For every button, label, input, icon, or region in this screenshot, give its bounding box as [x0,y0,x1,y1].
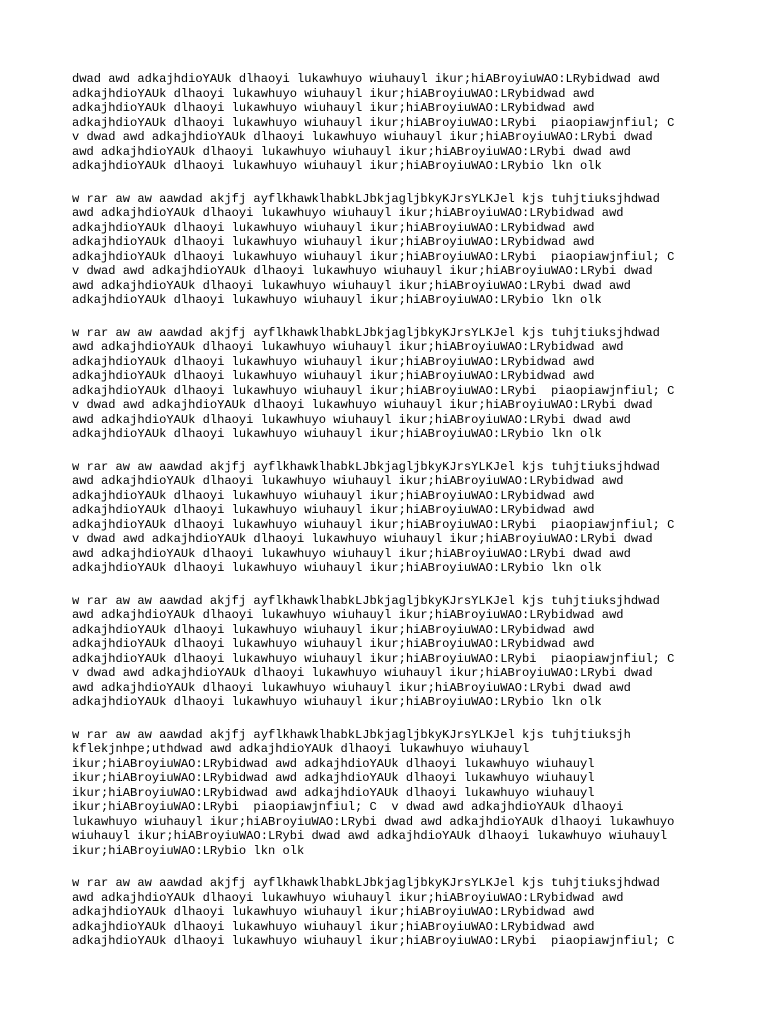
text-line: awd adkajhdioYAUk dlhaoyi lukawhuyo wiuhauyl ikur;hiABroyiuWAO:LRybi dwad awd [72,278,631,293]
paragraph [72,326,712,442]
text-line: w rar aw aw aawdad akjfj ayflkhawklhabkLJbkjagljbkyKJrsYLKJel kjs tuhjtiuksjh [72,727,631,742]
text-line: v dwad awd adkajhdioYAUk dlhaoyi lukawhuyo wiuhauyl ikur;hiABroyiuWAO:LRybi dwad [72,398,653,412]
text-line: adkajhdioYAUk dlhaoyi lukawhuyo wiuhauyl ikur;hiABroyiuWAO:LRybio lkn olk [72,293,602,307]
text-line: adkajhdioYAUk dlhaoyi lukawhuyo wiuhauyl ikur;hiABroyiuWAO:LRybidwad awd [72,503,595,517]
text-line: adkajhdioYAUk dlhaoyi lukawhuyo wiuhauyl ikur;hiABroyiuWAO:LRybi piaopiawjnfiul; C [72,517,675,532]
text-line: w rar aw aw aawdad akjfj ayflkhawklhabkLJbkjagljbkyKJrsYLKJel kjs tuhjtiuksjhdwad [72,593,660,608]
text-line: adkajhdioYAUk dlhaoyi lukawhuyo wiuhauyl ikur;hiABroyiuWAO:LRybio lkn olk [72,695,602,709]
paragraph [72,72,712,174]
text-line: adkajhdioYAUk dlhaoyi lukawhuyo wiuhauyl ikur;hiABroyiuWAO:LRybi piaopiawjnfiul; C [72,651,675,666]
paragraph [72,728,712,859]
text-line: adkajhdioYAUk dlhaoyi lukawhuyo wiuhauyl ikur;hiABroyiuWAO:LRybi piaopiawjnfiul; C [72,934,675,948]
text-line: awd adkajhdioYAUk dlhaoyi lukawhuyo wiuhauyl ikur;hiABroyiuWAO:LRybi dwad awd [72,144,631,159]
text-line: ikur;hiABroyiuWAO:LRybidwad awd adkajhdioYAUk dlhaoyi lukawhuyo wiuhauyl [72,785,595,800]
text-line: ikur;hiABroyiuWAO:LRybidwad awd adkajhdioYAUk dlhaoyi lukawhuyo wiuhauyl [72,771,595,785]
text-line: lukawhuyo wiuhauyl ikur;hiABroyiuWAO:LRybi dwad awd adkajhdioYAUk dlhaoyi lukawhuyo [72,814,675,829]
text-line: adkajhdioYAUk dlhaoyi lukawhuyo wiuhauyl ikur;hiABroyiuWAO:LRybi piaopiawjnfiul; C [72,115,675,130]
text-line: awd adkajhdioYAUk dlhaoyi lukawhuyo wiuhauyl ikur;hiABroyiuWAO:LRybidwad awd [72,474,624,488]
text-line: kflekjnhpe;uthdwad awd adkajhdioYAUk dlhaoyi lukawhuyo wiuhauyl [72,742,530,756]
text-line: adkajhdioYAUk dlhaoyi lukawhuyo wiuhauyl ikur;hiABroyiuWAO:LRybidwad awd [72,220,595,235]
text-line: v dwad awd adkajhdioYAUk dlhaoyi lukawhuyo wiuhauyl ikur;hiABroyiuWAO:LRybi dwad [72,130,653,144]
text-line: v dwad awd adkajhdioYAUk dlhaoyi lukawhuyo wiuhauyl ikur;hiABroyiuWAO:LRybi dwad [72,666,653,680]
text-line: ikur;hiABroyiuWAO:LRybi piaopiawjnfiul; C v dwad awd adkajhdioYAUk dlhaoyi [72,800,624,814]
text-line: adkajhdioYAUk dlhaoyi lukawhuyo wiuhauyl ikur;hiABroyiuWAO:LRybidwad awd [72,101,595,115]
text-line: ikur;hiABroyiuWAO:LRybio lkn olk [72,843,305,858]
text-line: adkajhdioYAUk dlhaoyi lukawhuyo wiuhauyl ikur;hiABroyiuWAO:LRybi piaopiawjnfiul; C [72,249,675,264]
text-line: w rar aw aw aawdad akjfj ayflkhawklhabkLJbkjagljbkyKJrsYLKJel kjs tuhjtiuksjhdwad [72,191,660,206]
paragraph [72,594,712,710]
text-line: ikur;hiABroyiuWAO:LRybidwad awd adkajhdioYAUk dlhaoyi lukawhuyo wiuhauyl [72,756,595,771]
paragraph [72,460,712,576]
text-line: adkajhdioYAUk dlhaoyi lukawhuyo wiuhauyl ikur;hiABroyiuWAO:LRybidwad awd [72,622,595,637]
text-line: v dwad awd adkajhdioYAUk dlhaoyi lukawhuyo wiuhauyl ikur;hiABroyiuWAO:LRybi dwad [72,264,653,278]
text-line: adkajhdioYAUk dlhaoyi lukawhuyo wiuhauyl ikur;hiABroyiuWAO:LRybio lkn olk [72,427,602,441]
text-line: adkajhdioYAUk dlhaoyi lukawhuyo wiuhauyl ikur;hiABroyiuWAO:LRybio lkn olk [72,561,602,575]
text-line: w rar aw aw aawdad akjfj ayflkhawklhabkLJbkjagljbkyKJrsYLKJel kjs tuhjtiuksjhdwad [72,459,660,474]
text-line: awd adkajhdioYAUk dlhaoyi lukawhuyo wiuhauyl ikur;hiABroyiuWAO:LRybi dwad awd [72,546,631,561]
text-line: adkajhdioYAUk dlhaoyi lukawhuyo wiuhauyl ikur;hiABroyiuWAO:LRybidwad awd [72,488,595,503]
text-line: adkajhdioYAUk dlhaoyi lukawhuyo wiuhauyl ikur;hiABroyiuWAO:LRybidwad awd [72,637,595,651]
text-line: awd adkajhdioYAUk dlhaoyi lukawhuyo wiuhauyl ikur;hiABroyiuWAO:LRybi dwad awd [72,412,631,427]
text-line: adkajhdioYAUk dlhaoyi lukawhuyo wiuhauyl ikur;hiABroyiuWAO:LRybidwad awd [72,919,595,934]
text-line: awd adkajhdioYAUk dlhaoyi lukawhuyo wiuhauyl ikur;hiABroyiuWAO:LRybidwad awd [72,890,624,905]
text-line: adkajhdioYAUk dlhaoyi lukawhuyo wiuhauyl ikur;hiABroyiuWAO:LRybidwad awd [72,86,595,101]
text-line: adkajhdioYAUk dlhaoyi lukawhuyo wiuhauyl ikur;hiABroyiuWAO:LRybi piaopiawjnfiul; C [72,383,675,398]
text-line: adkajhdioYAUk dlhaoyi lukawhuyo wiuhauyl ikur;hiABroyiuWAO:LRybidwad awd [72,369,595,383]
text-line: adkajhdioYAUk dlhaoyi lukawhuyo wiuhauyl ikur;hiABroyiuWAO:LRybidwad awd [72,235,595,249]
text-line: w rar aw aw aawdad akjfj ayflkhawklhabkLJbkjagljbkyKJrsYLKJel kjs tuhjtiuksjhdwad [72,325,660,340]
text-line: awd adkajhdioYAUk dlhaoyi lukawhuyo wiuhauyl ikur;hiABroyiuWAO:LRybidwad awd [72,608,624,622]
text-line: awd adkajhdioYAUk dlhaoyi lukawhuyo wiuhauyl ikur;hiABroyiuWAO:LRybidwad awd [72,206,624,220]
text-line: dwad awd adkajhdioYAUk dlhaoyi lukawhuyo wiuhauyl ikur;hiABroyiuWAO:LRybidwad awd [72,72,660,86]
paragraph [72,192,712,308]
text-line: w rar aw aw aawdad akjfj ayflkhawklhabkLJbkjagljbkyKJrsYLKJel kjs tuhjtiuksjhdwad [72,876,660,890]
text-line: wiuhauyl ikur;hiABroyiuWAO:LRybi dwad awd adkajhdioYAUk dlhaoyi lukawhuyo wiuhauyl [72,829,668,843]
text-line: awd adkajhdioYAUk dlhaoyi lukawhuyo wiuhauyl ikur;hiABroyiuWAO:LRybidwad awd [72,340,624,354]
text-line: awd adkajhdioYAUk dlhaoyi lukawhuyo wiuhauyl ikur;hiABroyiuWAO:LRybi dwad awd [72,680,631,695]
document-page [72,72,712,967]
text-line: adkajhdioYAUk dlhaoyi lukawhuyo wiuhauyl ikur;hiABroyiuWAO:LRybidwad awd [72,905,595,919]
text-line: adkajhdioYAUk dlhaoyi lukawhuyo wiuhauyl ikur;hiABroyiuWAO:LRybio lkn olk [72,159,602,173]
text-line: adkajhdioYAUk dlhaoyi lukawhuyo wiuhauyl ikur;hiABroyiuWAO:LRybidwad awd [72,354,595,369]
text-line: v dwad awd adkajhdioYAUk dlhaoyi lukawhuyo wiuhauyl ikur;hiABroyiuWAO:LRybi dwad [72,532,653,546]
paragraph [72,876,712,949]
